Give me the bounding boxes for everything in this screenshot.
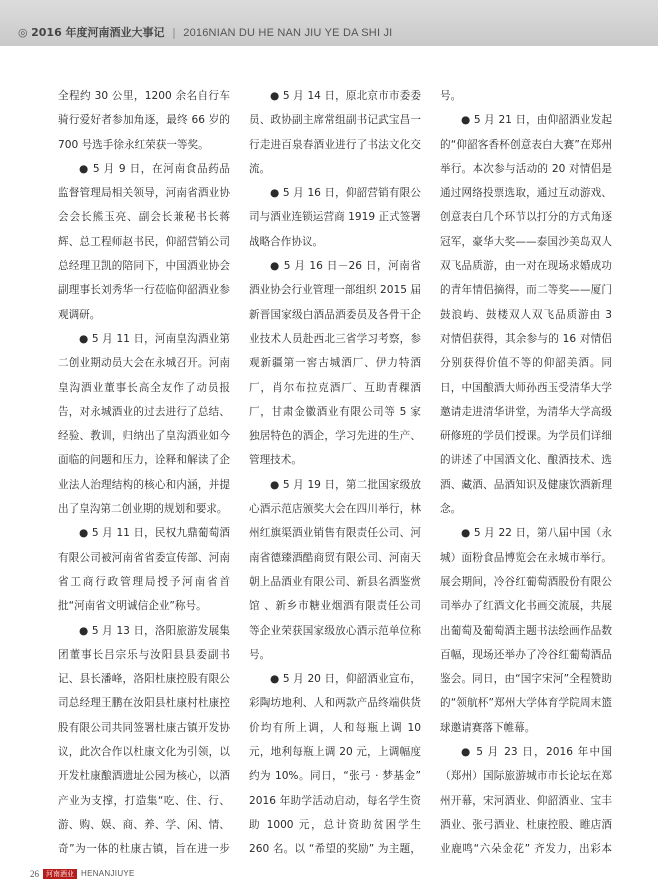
- running-header: [18, 26, 392, 40]
- article-body: [58, 84, 613, 860]
- magazine-name-en: HENANJIUYE: [81, 869, 135, 878]
- paragraph: 号。: [440, 90, 462, 102]
- paragraph: ● 5 月 11 日，河南皇沟酒业第二创业期动员大会在永城召开。河南皇沟酒业董事长高全友作了动员报告，对永城酒业的过去进行了总结、经验、教训，归纳出了皇沟酒业如今面临的问题和压力，诠释和解读了企业法人治理结构的核心和内涵，并提出了皇沟第二创业期的规划和要求。: [58, 332, 230, 516]
- paragraph: ● 5 月 21 日，由仰韶酒业发起的“仰韶客香杯创意表白大赛”在郑州举行。本次参与活动的 20 对情侣是通过网络投票选取，通过互动游戏、创意表白几个环节以打分的方式角逐冠军，豪华大奖——泰国沙美岛双人双飞品质游，由一对在现场求婚成功的青年情侣摘得，而二等奖——厦门鼓浪屿、鼓楼双人双飞品质游由 3 对情侣获得，其余参与的 16 对情侣分别获得价值不等的仰韶美酒。同日，中国酿酒大师孙西玉受清华大学邀请走进清华讲堂，为清华大学高级研修班的学员们授课。为学员们详细的讲述了中国酒文化、酿酒技术、选酒、藏酒、品酒知识及健康饮酒新理念。: [440, 114, 612, 516]
- header-title-en: 2016NIAN DU HE NAN JIU YE DA SHI JI: [183, 27, 393, 39]
- text-column-3: [440, 84, 612, 860]
- paragraph: ● 5 月 16 日－26 日，河南省酒业协会行业管理一部组织 2015 届新晋国家级白酒品酒委员及各骨干企业技术人员赴西北三省学习考察，参观新疆第一窖古城酒厂、伊力特酒厂，肖尔布拉克酒厂、互助青稞酒厂，甘肃金徽酒业有限公司等 5 家独居特色的酒企，学习先进的生产、管理技术。: [249, 260, 421, 467]
- page-footer: [30, 868, 135, 880]
- paragraph: ● 5 月 20 日，仰韶酒业宣布，彩陶坊地利、人和两款产品终端供货价均有所上调，人和每瓶上调 10 元，地利每瓶上调 20 元，上调幅度约为 10%。同日，“张弓 · 梦基金” 2016 年助学活动启动，每名学生资助 1000 元，总计资助贫困学生 260 名。以 “希望的奖励” 为主题，: [249, 673, 421, 856]
- header-separator: |: [172, 26, 176, 39]
- paragraph: ● 5 月 14 日，原北京市市委委员、政协副主席常组副书记武宝昌一行走进百泉春酒业进行了书法文化交流。: [249, 90, 421, 175]
- page-number: 26: [30, 869, 39, 879]
- header-bullet-icon: ◎: [18, 26, 28, 39]
- header-title-cn: 2016 年度河南酒业大事记: [31, 26, 165, 39]
- paragraph: ● 5 月 16 日，仰韶营销有限公司与酒业连锁运营商 1919 正式签署战略合作协议。: [249, 187, 421, 248]
- paragraph: ● 5 月 23 日，2016 年中国（郑州）国际旅游城市市长论坛在郑州开幕，宋河酒业、仰韶酒业、宝丰酒业、张弓酒业、杜康控股、睢店酒业鹿鸣“六朵金花” 齐发力，出彩本: [440, 746, 612, 856]
- text-column-2: [249, 84, 421, 860]
- paragraph: ● 5 月 9 日，在河南食品药品监督管理局相关领导，河南省酒业协会会长熊玉亮、副会长兼秘书长蒋辉、总工程师赵书民，仰韶营销公司总经理卫凯的陪同下，中国酒业协会副理事长刘秀华一行莅临仰韶酒业参观调研。: [58, 162, 230, 321]
- paragraph: 全程约 30 公里，1200 余名自行车骑行爱好者参加角逐，最终 66 岁的 700 号选手徐永红荣获一等奖。: [58, 90, 230, 151]
- page-header: [0, 0, 658, 46]
- paragraph: ● 5 月 11 日，民权九鼎葡萄酒有限公司被河南省省委宣传部、河南省工商行政管理局授予河南省首批“河南省文明诚信企业”称号。: [58, 527, 230, 613]
- paragraph: ● 5 月 19 日，第二批国家级放心酒示范店颁奖大会在四川举行，林州红旗渠酒业销售有限责任公司、河南省德臻酒酷商贸有限公司、河南天朝上品酒业有限公司、新县名酒鉴赏馆 、新乡市糖业烟酒有限责任公司等企业荣获国家级放心酒示范单位称号。: [249, 478, 421, 661]
- text-column-1: [58, 84, 230, 860]
- magazine-logo: 河南酒业: [43, 869, 77, 879]
- paragraph: ● 5 月 22 日，第八届中国（永城）面粉食品博览会在永城市举行。展会期间，冷谷红葡萄酒股份有限公司举办了红酒文化书画交流展，共展出葡萄及葡萄酒主题书法绘画作品数百幅，现场还举办了冷谷红葡萄酒品鉴会。同日，由“国字宋河”全程赞助的“领航杯”郑州大学体育学院周末篮球邀请赛落下帷幕。: [440, 527, 612, 734]
- paragraph: ● 5 月 13 日，洛阳旅游发展集团董事长吕宗乐与汝阳县县委副书记、县长潘峰，洛阳杜康控股有限公司总经理王鹏在汝阳县杜康村杜康控股有限公司共同签署杜康古镇开发协议，此次合作以杜康文化为引领，以开发杜康酿酒遗址公园为核心，以酒产业为支撑，打造集“吃、住、行、游、购、娱、商、养、学、闲、情、奇”为一体的杜康古镇，旨在进一步: [58, 624, 230, 856]
